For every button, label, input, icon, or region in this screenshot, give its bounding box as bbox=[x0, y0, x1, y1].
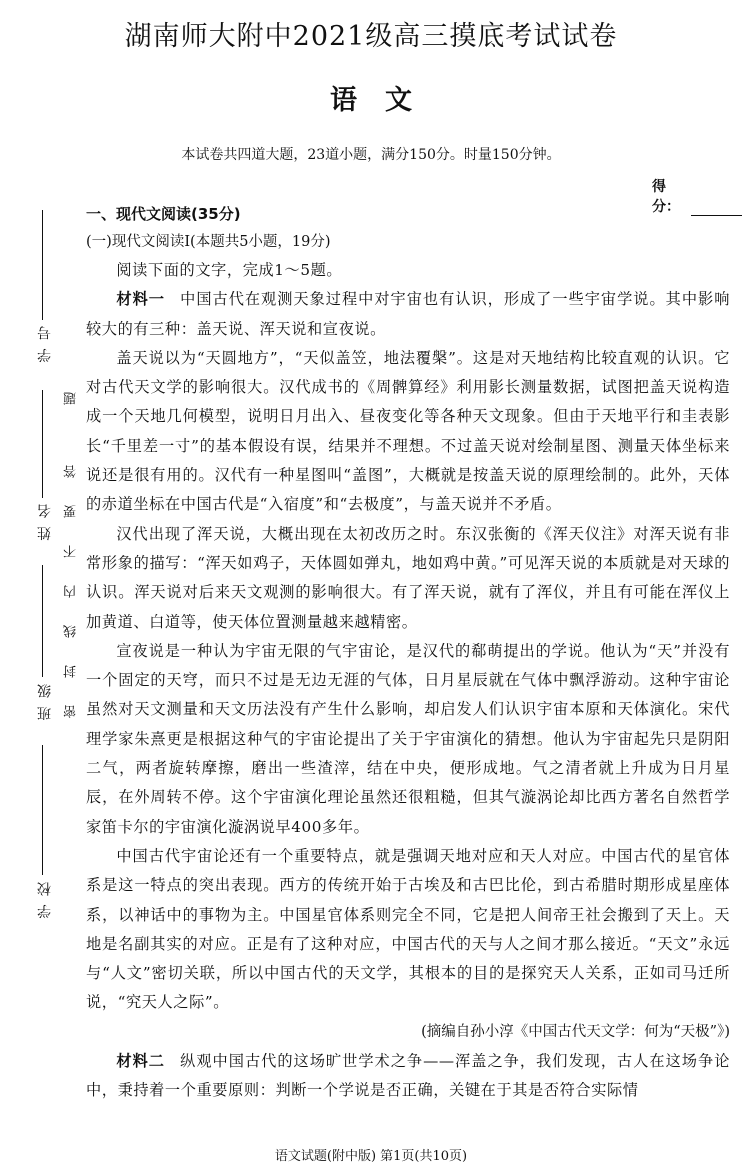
exam-info: 本试卷共四道大题，23道小题，满分150分。时量150分钟。 bbox=[181, 147, 561, 163]
main-content bbox=[86, 200, 730, 1105]
paragraph-gaitian: 盖天说以为“天圆地方”，“天似盖笠，地法覆槃”。这是对天地结构比较直观的认识。它对古代天文学的影响很大。汉代成书的《周髀算经》利用影长测量数据，试图把盖天说构造成一个天地几何模型，说明日月出入、昼夜变化等各种天文现象。但由于天地平行和圭表影长“千里差一寸”的基本假设有误，结果并不理想。不过盖天说对绘制星图、测量天体坐标来说还是很有用的。汉代有一种星图叫“盖图”，大概就是按盖天说的原理绘制的。此外，天体的赤道坐标在中国古代是“入宿度”和“去极度”，与盖天说并不矛盾。 bbox=[86, 348, 730, 514]
material2-text: 纵观中国古代的这场旷世学术之争——浑盖之争，我们发现，古人在这场争论中，秉持着一个重要原则：判断一个学说是否正确，关键在于其是否符合实际情 bbox=[86, 1051, 730, 1100]
school-label: 学 校 bbox=[37, 880, 53, 919]
name-label: 姓 名 bbox=[37, 502, 53, 541]
class-line[interactable] bbox=[42, 565, 43, 677]
instruction: 阅读下面的文字，完成1～5题。 bbox=[116, 261, 343, 279]
material1-label: 材料一 bbox=[116, 290, 165, 309]
material2-paragraph-1 bbox=[86, 1047, 730, 1106]
name-line[interactable] bbox=[42, 390, 43, 498]
paragraph-huntian: 汉代出现了浑天说，大概出现在太初改历之时。东汉张衡的《浑天仪注》对浑天说有非常形象的描写：“浑天如鸡子，天体圆如弹丸，地如鸡中黄。”可见浑天说的本质就是对天球的认识。浑天说对后来天文观测的影响很大。有了浑天说，就有了浑仪，并且有可能在浑仪上加黄道、白道等，使天体位置测量越来越精密。 bbox=[86, 524, 730, 631]
paragraph-star-system: 中国古代宇宙论还有一个重要特点，就是强调天地对应和天人对应。中国古代的星官体系是这一特点的突出表现。西方的传统开始于古埃及和古巴比伦，到古希腊时期形成星座体系，以神话中的事物为主。中国星官体系则完全不同，它是把人间帝王社会搬到了天上。天地是名副其实的对应。正是有了这种对应，中国古代的天与人之间才那么接近。“天文”永远与“人文”密切关联，所以中国古代的天文学，其根本的目的是探究天人关系，正如司马迁所说，“究天人之际”。 bbox=[86, 846, 730, 1012]
material2-label: 材料二 bbox=[116, 1051, 165, 1070]
score-label: 得分： bbox=[652, 179, 680, 215]
student-id-label: 学 号 bbox=[37, 324, 53, 363]
paragraph-xuanye: 宣夜说是一种认为宇宙无限的气宇宙论，是汉代的郗萌提出的学说。他认为“天”并没有一个固定的天穹，而只不过是无边无涯的气体，日月星辰就在气体中飘浮游动。这种宇宙论虽然对天文测量和天文历法没有产生什么影响，却启发人们认识宇宙本原和天体演化。宋代理学家朱熹更是根据这种气的宇宙论提出了关于宇宙演化的猜想。他认为宇宙起先只是阴阳二气，两者旋转摩擦，磨出一些渣滓，结在中央，便形成地。气之清者就上升成为日月星辰，在外周转不停。这个宇宙演化理论虽然还很粗糙，但其气漩涡论却比西方著名自然哲学家笛卡尔的宇宙演化漩涡说早400多年。 bbox=[86, 641, 730, 836]
seal-char-6: 要 bbox=[64, 505, 79, 518]
seal-char-4: 内 bbox=[64, 585, 79, 598]
student-id-line[interactable] bbox=[42, 210, 43, 320]
subsection-heading: (一)现代文阅读Ⅰ(本题共5小题，19分) bbox=[86, 234, 331, 250]
seal-char-8: 题 bbox=[64, 392, 79, 405]
exam-title: 湖南师大附中2021级高三摸底考试试卷 bbox=[124, 21, 618, 52]
page-footer: 语文试题(附中版) 第1页(共10页) bbox=[274, 1149, 468, 1164]
school-line[interactable] bbox=[42, 745, 43, 875]
binding-margin bbox=[10, 200, 79, 1110]
source-citation: (摘编自孙小淳《中国古代天文学：何为“天极”》) bbox=[421, 1023, 730, 1040]
material1-text: 中国古代在观测天象过程中对宇宙也有认识，形成了一些宇宙学说。其中影响较大的有三种：盖天说、浑天说和宣夜说。 bbox=[86, 290, 730, 338]
seal-char-1: 密 bbox=[64, 705, 79, 718]
seal-char-2: 封 bbox=[64, 665, 79, 678]
seal-char-3: 线 bbox=[64, 625, 79, 638]
section-heading: 一、现代文阅读(35分) bbox=[86, 205, 241, 223]
subject-title: 语文 bbox=[330, 85, 440, 116]
seal-char-7: 答 bbox=[64, 465, 79, 478]
material1-paragraph-1 bbox=[86, 285, 730, 344]
seal-char-5: 不 bbox=[64, 545, 79, 558]
class-label: 班 级 bbox=[37, 682, 53, 721]
